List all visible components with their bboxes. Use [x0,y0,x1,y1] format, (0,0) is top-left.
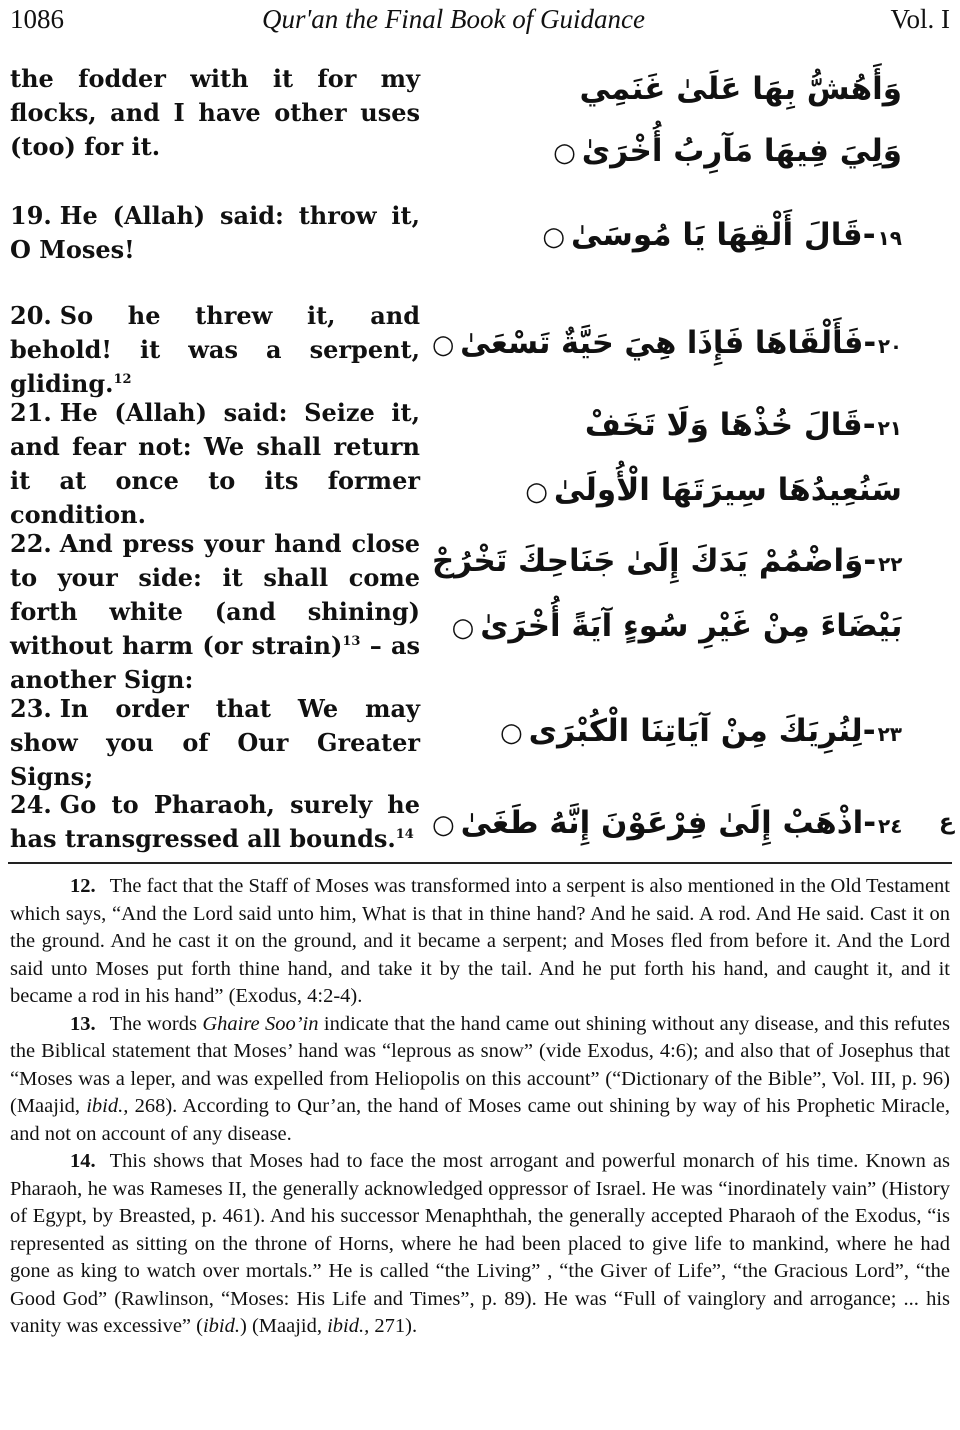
footnote-12: 12. The fact that the Staff of Moses was transformed into a serpent is also mentioned in the Old Testament which says, “And the Lord said unto him, What is that in thine hand? And he said. A rod. And He said. Cast it on the ground. And he cast it on the ground, and it became a serpent; and Moses fled from before it. And the Lord said unto Moses put forth thine hand, and take it by the tail. And he put forth his hand, and caught it, and it became a rod in his hand” (Exodus, 4:2-4). [10,875,951,1007]
arabic-verse-number: ١٩ [877,226,902,250]
verse-number: 24. [10,790,52,819]
ayah-end-mark: ○ [432,330,455,360]
verse-number: 22. [10,529,52,558]
english-translation: the fodder with it for my flocks, and I have other uses (too) for it. [10,64,420,161]
arabic-text: ٢٣-لِنُرِيَكَ مِنْ آيَاتِنَا الْكُبْرَى○ [499,713,902,749]
english-translation: 23. In order that We may show you of Our Greater Signs; [10,694,420,791]
footnote-ref[interactable]: 13 [342,634,361,649]
footnote-divider [8,862,952,864]
arabic-verse-number: ٢١ [877,416,902,440]
arabic-verse-number: ٢٤ [877,814,902,838]
verse-number: 19. [10,201,52,230]
footnote-number: 13. [70,1012,96,1035]
volume-label: Vol. I [890,4,950,34]
ayah-end-mark: ○ [553,138,576,168]
arabic-text: ٢١-قَالَ خُذْهَا وَلَا تَخَفْ سَنُعِيدُهَا سِيرَتَهَا الْأُولَىٰ○ [525,407,902,508]
english-translation: 20. So he threw it, and behold! it was a serpent, gliding.$^{12}$ [10,301,420,398]
footnote-14: 14. This shows that Moses had to face the most arrogant and powerful monarch of his time. Known as Pharaoh, he was Rameses II, the generally acknowledged oppressor of Israel. He was “inordinately vain” (History of Egypt, by Breasted, p. 461). And his successor Menaphthah, the generally accepted Pharaoh of the Exodus, “is represented as sitting on the throne of Horns, where he had been placed to give life to mankind, where he had gone as king to watch over mortals.” He is called “the Living” , “the Giver of Life”, “the Gracious Lord”, “the Good God” (Rawlinson, “Moses: His Life and Times”, p. 89). He was “Full of vainglory and arrogance; ... his vanity was excessive” (ibid.) (Maajid, ibid., 271). [10,1150,950,1337]
arabic-text: ٢٢-وَاضْمُمْ يَدَكَ إِلَىٰ جَنَاحِكَ تَخْرُجْ بَيْضَاءَ مِنْ غَيْرِ سُوءٍ آيَةً أُخْرَىٰ○ [431,543,902,644]
footnotes [10,873,950,1341]
arabic-text: ٢٠-فَأَلْقَاهَا فَإِذَا هِيَ حَيَّةٌ تَسْعَىٰ○ [432,325,902,361]
ayah-end-mark: ○ [431,810,455,840]
ayah-end-mark: ○ [451,613,474,643]
verse-number: 21. [10,398,52,427]
ayah-end-mark: ○ [525,477,548,507]
ayah-end-mark: ○ [499,718,523,748]
verse-number: 20. [10,301,52,330]
english-translation: 21. He (Allah) said: Seize it, and fear not: We shall return it at once to its former condition. [10,398,420,529]
ruku-margin-mark: ع [938,810,954,835]
footnote-13: 13. The words Ghaire Soo’in indicate that the hand came out shining without any disease, and this refutes the Biblical statement that Moses’ hand was “leprous as snow” (vide Exodus, 4:6); and also that of Josephus that “Moses was a leper, and was expelled from Heliopolis on this account” (“Dictionary of the Bible”, Vol. III, p. 96) (Maajid, ibid., 268). According to Qur’an, the hand of Moses came out shining by way of his Prophetic Miracle, and not on account of any disease. [10,1012,950,1145]
page-number: 1086 [10,4,64,34]
ayah-end-mark: ○ [542,222,566,252]
verse-number: 23. [10,694,52,723]
arabic-text: ٢٤-اذْهَبْ إِلَىٰ فِرْعَوْنَ إِنَّهُ طَغَىٰ○ [431,805,902,841]
footnote-number: 12. [70,875,96,897]
footnote-ref[interactable]: 14 [395,827,414,842]
footnote-ref[interactable]: 12 [113,372,132,387]
arabic-text: وَأَهُشُّ بِهَا عَلَىٰ غَنَمِي وَلِيَ فِيهَا مَآرِبُ أُخْرَىٰ○ [553,71,902,169]
english-translation: 19. He (Allah) said: throw it, O Moses! [10,201,420,264]
english-translation: 22. And press your hand close to your side: it shall come forth white (and shining) without harm (or strain)$^{13}$ – as another Sign: [10,529,421,694]
arabic-text: ١٩-قَالَ أَلْقِهَا يَا مُوسَىٰ○ [542,217,902,253]
book-title: Qur'an the Final Book of Guidance [262,4,645,34]
arabic-verse-number: ٢٢ [877,552,902,576]
footnote-number: 14. [70,1150,96,1172]
arabic-verse-number: ٢٣ [877,722,902,746]
arabic-verse-number: ٢٠ [878,334,902,358]
page-header [0,0,960,40]
english-translation: 24. Go to Pharaoh, surely he has transgressed all bounds.$^{14}$ [10,790,420,853]
